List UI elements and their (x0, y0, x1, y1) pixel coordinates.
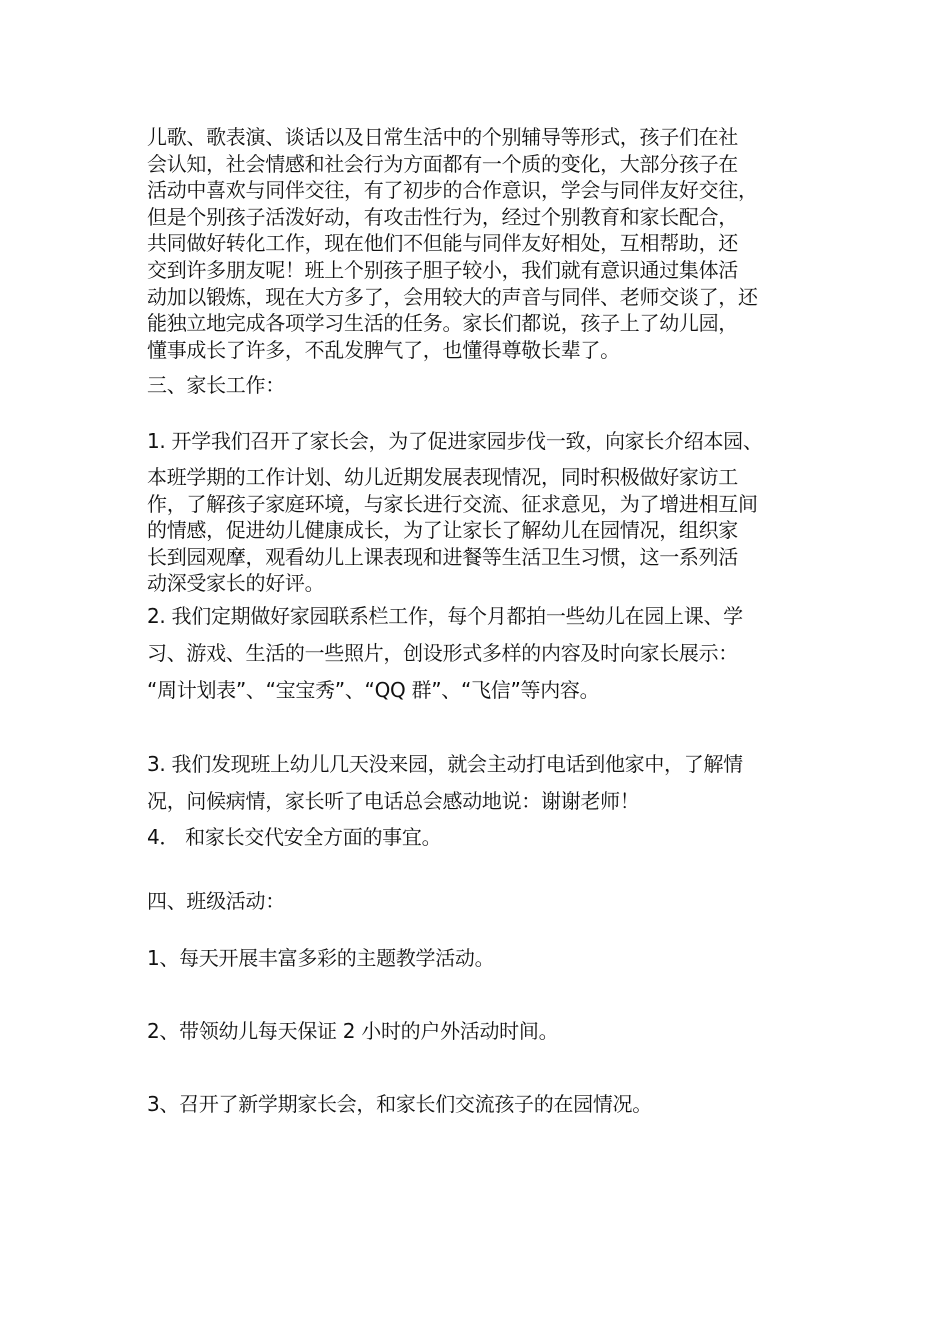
parent-work-item-4: 4． 和家长交代安全方面的事宜。 (147, 825, 442, 849)
paragraph-line: 活动中喜欢与同伴交往，有了初步的合作意识，学会与同伴友好交往， (147, 178, 758, 203)
paragraph-line: 但是个别孩子活泼好动，有攻击性行为，经过个别教育和家长配合， (147, 204, 738, 229)
paragraph-line: 会认知，社会情感和社会行为方面都有一个质的变化，大部分孩子在 (147, 151, 738, 176)
paragraph-line: 懂事成长了许多，不乱发脾气了，也懂得尊敬长辈了。 (147, 337, 620, 362)
parent-work-item-2 (147, 598, 807, 709)
paragraph-line: 况，问候病情，家长听了电话总会感动地说：谢谢老师！ (147, 789, 640, 813)
activity-item-1: 1、每天开展丰富多彩的主题教学活动。 (147, 946, 495, 970)
paragraph-line: 能独立地完成各项学习生活的任务。家长们都说，孩子上了幼儿园， (147, 311, 738, 336)
paragraph-line: 共同做好转化工作，现在他们不但能与同伴友好相处，互相帮助，还 (147, 231, 738, 256)
section-heading-class-activities: 四、班级活动： (147, 889, 285, 913)
paragraph-line: 动深受家长的好评。 (147, 571, 325, 596)
paragraph-line: 本班学期的工作计划、幼儿近期发展表现情况，同时积极做好家访工 (147, 465, 738, 489)
paragraph-line: 动加以锻炼，现在大方多了，会用较大的声音与同伴、老师交谈了，还 (147, 284, 758, 309)
paragraph-line: 交到许多朋友呢！班上个别孩子胆子较小，我们就有意识通过集体活 (147, 257, 738, 282)
paragraph-line: 的情感，促进幼儿健康成长，为了让家长了解幼儿在园情况，组织家 (147, 518, 738, 543)
section-heading-parent-work: 三、家长工作： (147, 373, 285, 397)
paragraph-line: 3. 我们发现班上幼儿几天没来园，就会主动打电话到他家中，了解情 (147, 752, 743, 776)
paragraph-line: 2. 我们定期做好家园联系栏工作，每个月都拍一些幼儿在园上课、学 (147, 604, 743, 628)
parent-work-item-1-first-line: 1. 开学我们召开了家长会，为了促进家园步伐一致，向家长介绍本园、 (147, 429, 763, 453)
paragraph-line: 儿歌、歌表演、谈话以及日常生活中的个别辅导等形式，孩子们在社 (147, 125, 738, 149)
parent-work-item-1-body (147, 464, 807, 597)
parent-work-item-3 (147, 746, 807, 820)
paragraph-line: 作，了解孩子家庭环境，与家长进行交流、征求意见，为了增进相互间 (147, 491, 758, 516)
paragraph-line: 习、游戏、生活的一些照片，创设形式多样的内容及时向家长展示： (147, 641, 738, 665)
paragraph-line: “周计划表”、“宝宝秀”、“QQ 群”、“飞信”等内容。 (147, 678, 600, 702)
activity-item-3: 3、召开了新学期家长会，和家长们交流孩子的在园情况。 (147, 1092, 652, 1116)
activity-item-2: 2、带领幼儿每天保证 2 小时的户外活动时间。 (147, 1019, 559, 1043)
paragraph-line: 长到园观摩，观看幼儿上课表现和进餐等生活卫生习惯，这一系列活 (147, 544, 738, 569)
paragraph-child-development (147, 124, 807, 363)
